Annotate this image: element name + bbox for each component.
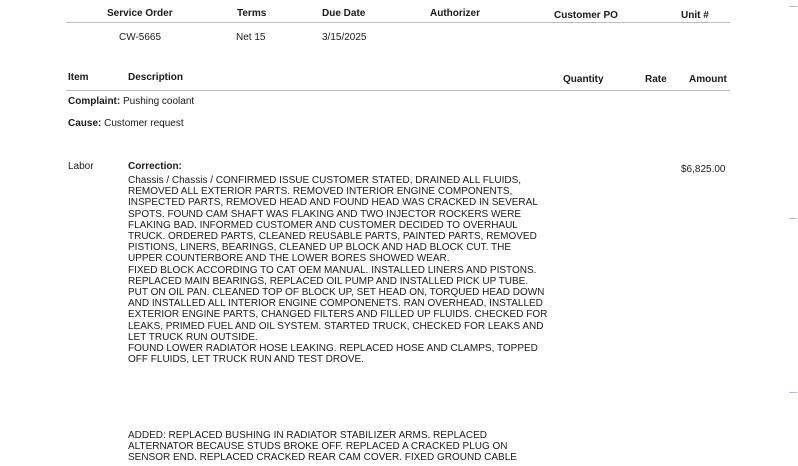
- correction-line: AND INSTALLED ALL INTERIOR ENGINE COMPONENETS. RAN OVERHEAD, INSTALLED: [128, 298, 543, 310]
- correction-line: SPOTS. FOUND CAM SHAFT WAS FLAKING AND TWO INJECTOR ROCKERS WERE: [128, 208, 522, 220]
- items-header-amount: Amount: [689, 74, 727, 85]
- terms-value: Net 15: [236, 32, 266, 43]
- correction-line: LEAKS, PRIMED FUEL AND OIL SYSTEM. STARTED TRUCK, CHECKED FOR LEAKS AND: [128, 320, 544, 332]
- cause-row: [68, 118, 184, 129]
- items-header-rate: Rate: [645, 74, 667, 85]
- correction-line: UPPER COUNTERBORE AND THE LOWER BORES SHOWED WEAR.: [128, 253, 450, 265]
- header-service-order: Service Order: [107, 8, 173, 19]
- correction-line: TRUCK. ORDERED PARTS, CLEANED REUSABLE PARTS, PAINTED PARTS, REMOVED: [128, 231, 537, 243]
- header-terms: Terms: [237, 8, 267, 19]
- header-due-date: Due Date: [322, 8, 366, 19]
- added-line: ALTERNATOR BECAUSE STUDS BROKE OFF. REPLACED A CRACKED PLUG ON: [128, 441, 508, 453]
- complaint-label: Complaint:: [68, 96, 121, 107]
- labor-amount: $6,825.00: [681, 164, 726, 175]
- service-order-value: CW-5665: [119, 32, 162, 43]
- added-line: ADDED: REPLACED BUSHING IN RADIATOR STABILIZER ARMS. REPLACED: [128, 430, 487, 441]
- cause-label: Cause:: [68, 118, 102, 129]
- items-header-item: Item: [68, 72, 89, 83]
- correction-line: PISTIONS, LINERS, BEARINGS, CLEANED UP BLOCK AND HAD BLOCK CUT. THE: [128, 242, 512, 254]
- complaint-text: Pushing coolant: [123, 96, 195, 107]
- due-date-value: 3/15/2025: [322, 32, 367, 43]
- items-header-description: Description: [128, 72, 184, 83]
- correction-line: REMOVED ALL EXTERIOR PARTS. REMOVED INTERIOR ENGINE COMPONENTS,: [128, 186, 513, 198]
- cause-text: Customer request: [104, 118, 184, 129]
- items-header-divider: [66, 90, 730, 91]
- correction-line: FIXED BLOCK ACCORDING TO CAT OEM MANUAL. INSTALLED LINERS AND PISTONS.: [128, 264, 537, 276]
- correction-line: FLAKING BAD. INFORMED CUSTOMER AND CUSTOMER DECIDED TO OVERHAUL: [128, 219, 518, 231]
- added-text: [128, 430, 517, 464]
- header-divider: [66, 22, 730, 23]
- scan-mark: [789, 392, 797, 393]
- added-line: SENSOR END. REPLACED CRACKED REAR CAM COVER. FIXED GROUND CABLE: [128, 452, 517, 464]
- scan-mark: [789, 218, 797, 219]
- correction-line: FOUND LOWER RADIATOR HOSE LEAKING. REPLACED HOSE AND CLAMPS, TOPPED: [128, 343, 538, 355]
- correction-line: EXTERIOR ENGINE PARTS, CHANGED FILTERS AND FILLED UP FLUIDS. CHECKED FOR: [128, 309, 548, 321]
- correction-line: OFF FLUIDS, LET TRUCK RUN AND TEST DROVE.: [128, 354, 364, 366]
- header-unit: Unit #: [681, 10, 709, 21]
- correction-line: PUT ON OIL PAN. CLEANED TOP OF BLOCK UP, SET HEAD ON, TORQUED HEAD DOWN: [128, 287, 545, 299]
- scan-mark: [789, 6, 797, 7]
- items-header-quantity: Quantity: [563, 74, 604, 85]
- header-customer-po: Customer PO: [554, 10, 618, 21]
- complaint-row: [68, 96, 194, 107]
- correction-line: Chassis / Chassis / CONFIRMED ISSUE CUSTOMER STATED, DRAINED ALL FLUIDS,: [128, 175, 522, 186]
- labor-item-label: Labor: [68, 161, 94, 172]
- header-authorizer: Authorizer: [430, 8, 480, 19]
- correction-line: INSPECTED PARTS, REMOVED HEAD AND FOUND HEAD WAS CRACKED IN SEVERAL: [128, 197, 538, 209]
- correction-line: REPLACED MAIN BEARINGS, REPLACED OIL PUMP AND INSTALLED PICK UP TUBE.: [128, 275, 529, 287]
- correction-text: [128, 175, 547, 365]
- correction-label: Correction:: [128, 161, 182, 172]
- correction-line: LET TRUCK RUN OUTSIDE.: [128, 331, 258, 343]
